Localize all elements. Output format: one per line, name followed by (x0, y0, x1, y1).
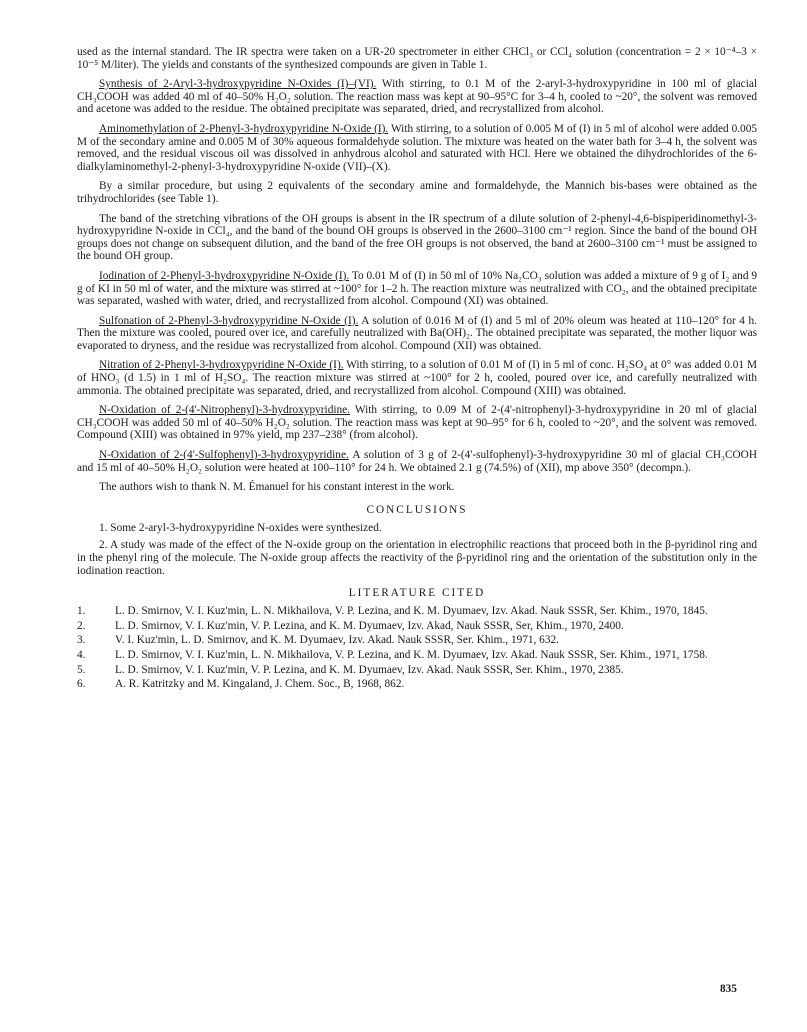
reference-number: 4. (77, 648, 86, 661)
synthesis-section (77, 78, 757, 116)
section-text: A solution of 0.016 M of (I) and 5 ml of 20% oleum was heated at 110–120° for 4 h. Then the mixture was cooled, poured over ice, and carefully neutralized with Ba(OH)₂. The obtained precipitate was separated, the mother liquor was evaporated to dryness, and the residue was recrystallized from alcohol. Compound (XII) was obtained. (77, 314, 757, 352)
reference-text: L. D. Smirnov, V. I. Kuz'min, V. P. Lezina, and K. M. Dyumaev, Izv. Akad, Nauk SSSR, Ser, Khim., 1970, 2400. (115, 619, 624, 632)
section-text: To 0.01 M of (I) in 50 ml of 10% Na₂CO₃ solution was added a mixture of 9 g of I₂ and 9 g of KI in 50 ml of water, and the mixture was stirred at ~100° for 1–2 h. The reaction mixture was neutralized with CO₂, and the obtained precipitate was separated, washed with water, dried, and recrystallized from alcohol. Compound (XI) was obtained. (77, 269, 757, 308)
reference-number: 5. (77, 663, 86, 676)
ir-band-paragraph: The band of the stretching vibrations of the OH groups is absent in the IR spectrum of a dilute solution of 2-phenyl-4,6-bispiperidinomethyl-3-hydroxypyridine N-oxide in CCl₄, and the band of the bound OH groups is observed in the 2600–3100 cm⁻¹ region. Since the band of the bound OH groups does not change on subsequent dilution, and the band of the free OH groups is not observed, the band at 2600–3100 cm⁻¹ must be assigned to the bound OH group. (77, 212, 757, 263)
reference-item (77, 678, 757, 691)
sulfonation-section (77, 315, 757, 353)
reference-text: L. D. Smirnov, V. I. Kuz'min, L. N. Mikhailova, V. P. Lezina, and K. M. Dyumaev, Izv. Akad. Nauk SSSR, Ser. Khim., 1971, 1758. (115, 648, 708, 661)
section-text: With stirring, to 0.09 M of 2-(4'-nitrophenyl)-3-hydroxypyridine in 20 ml of glacial CH₃COOH was added 50 ml of 40–50% H₂O₂ solution. The reaction mass was kept at 90–95° for 6 h, cooled to ~20°, and the solvent was removed. Compound (XIII) was obtained in 97% yield, mp 237–238° (from alcohol). (77, 404, 758, 442)
reference-item (77, 605, 757, 618)
conclusions-heading: CONCLUSIONS (366, 503, 468, 516)
section-heading: N-Oxidation of 2-(4'-Sulfophenyl)-3-hydroxypyridine. (99, 449, 349, 462)
section-heading: Aminomethylation of 2-Phenyl-3-hydroxypyridine N-Oxide (I). (99, 122, 389, 135)
reference-item (77, 634, 757, 647)
paper-page (77, 46, 757, 693)
reference-text: A. R. Katritzky and M. Kingaland, J. Chem. Soc., B, 1968, 862. (115, 678, 405, 691)
reference-number: 6. (77, 678, 86, 691)
reference-item (77, 664, 757, 677)
reference-text: V. I. Kuz'min, L. D. Smirnov, and K. M. Dyumaev, Izv. Akad. Nauk SSSR, Ser. Khim., 1971, 632. (115, 634, 559, 647)
mannich-paragraph: By a similar procedure, but using 2 equivalents of the secondary amine and formaldehyde, the Mannich bis-bases were obtained as the trihydrochlorides (see Table 1). (77, 180, 757, 205)
reference-number: 3. (77, 634, 86, 647)
reference-number: 1. (77, 605, 86, 618)
section-text: With stirring, to 0.1 M of the 2-aryl-3-hydroxypyridine in 100 ml of glacial CH₃COOH was added 40 ml of 40–50% H₂O₂ solution. The reaction mass was kept at 90–95°C for 3–4 h, cooled to ~20°, the solvent was removed and acetone was added to the residue. The obtained precipitate was separated, dried, and recrystallized from alcohol. (77, 78, 757, 116)
aminomethylation-section (77, 123, 757, 173)
reference-item (77, 649, 757, 662)
section-text: With stirring, to a solution of 0.005 M of (I) in 5 ml of alcohol were added 0.005 M of the secondary amine and 0.005 M of 30% aqueous formaldehyde solution. The mixture was heated on the water bath for 3–4 h, the solvent was removed, and the residual viscous oil was dissolved in anhydrous alcohol and saturated with HCl. Here we obtained the dihydrochlorides of the 6-dialkylaminomethyl-2-phenyl-3-hydroxypyridine N-oxide (VII)–(X). (77, 122, 758, 173)
reference-text: L. D. Smirnov, V. I. Kuz'min, V. P. Lezina, and K. M. Dyumaev, Izv. Akad. Nauk SSSR, Ser. Khim., 1970, 2385. (115, 663, 624, 676)
acknowledgment: The authors wish to thank N. M. Émanuel for his constant interest in the work. (99, 481, 455, 494)
reference-list (77, 605, 757, 691)
section-text: A solution of 3 g of 2-(4'-sulfophenyl)-3-hydroxypyridine 30 ml of glacial CH₃COOH and 15 ml of 40–50% H₂O₂ solution were heated at 100–110° for 24 h. We obtained 2.1 g (74.5%) of (XII), mp above 350° (decompn.). (77, 449, 757, 474)
section-heading: Sulfonation of 2-Phenyl-3-hydroxypyridine N-Oxide (I). (99, 314, 359, 327)
intro-paragraph: used as the internal standard. The IR spectra were taken on a UR-20 spectrometer in either CHCl₃ or CCl₄ solution (concentration = 2 × 10⁻⁴–3 × 10⁻⁵ M/liter). The yields and constants of the synthesized compounds are given in Table 1. (77, 46, 757, 71)
section-heading: Nitration of 2-Phenyl-3-hydroxypyridine N-Oxide (I). (99, 359, 344, 372)
iodination-section (77, 270, 757, 308)
reference-item (77, 620, 757, 633)
section-heading: Synthesis of 2-Aryl-3-hydroxypyridine N-Oxides (I)–(VI). (99, 78, 377, 91)
section-heading: Iodination of 2-Phenyl-3-hydroxypyridine N-Oxide (I). (99, 269, 350, 282)
n-oxidation-sulfophenyl-section (77, 449, 757, 474)
nitration-section (77, 359, 757, 397)
reference-number: 2. (77, 619, 86, 632)
page-number: 835 (720, 983, 737, 995)
section-heading: N-Oxidation of 2-(4'-Nitrophenyl)-3-hydroxypyridine. (99, 404, 350, 417)
reference-text: L. D. Smirnov, V. I. Kuz'min, L. N. Mikhailova, V. P. Lezina, and K. M. Dyumaev, Izv. Akad. Nauk SSSR, Ser. Khim., 1970, 1845. (115, 605, 708, 618)
literature-heading: LITERATURE CITED (348, 587, 486, 600)
conclusion-item: 2. A study was made of the effect of the N-oxide group on the orientation in electrophilic reactions that proceed both in the β-pyridinol ring and in the phenyl ring of the molecule. The N-oxide group affects the reactivity of the β-pyridinol ring and the orientation of the substitution only in the iodination reaction. (77, 539, 757, 577)
n-oxidation-nitrophenyl-section (77, 404, 757, 442)
section-text: With stirring, to a solution of 0.01 M of (I) in 5 ml of conc. H₂SO₄ at 0° was added 0.01 M of HNO₃ (d 1.5) in 1 ml of H₂SO₄. The reaction mixture was stirred at ~100° for 2 h, cooled, poured over ice, and carefully neutralized with ammonia. The obtained precipitate was separated, dried, and recrystallized from alcohol. Compound (XIII) was obtained. (77, 359, 757, 397)
conclusion-item: 1. Some 2-aryl-3-hydroxypyridine N-oxides were synthesized. (99, 521, 382, 534)
